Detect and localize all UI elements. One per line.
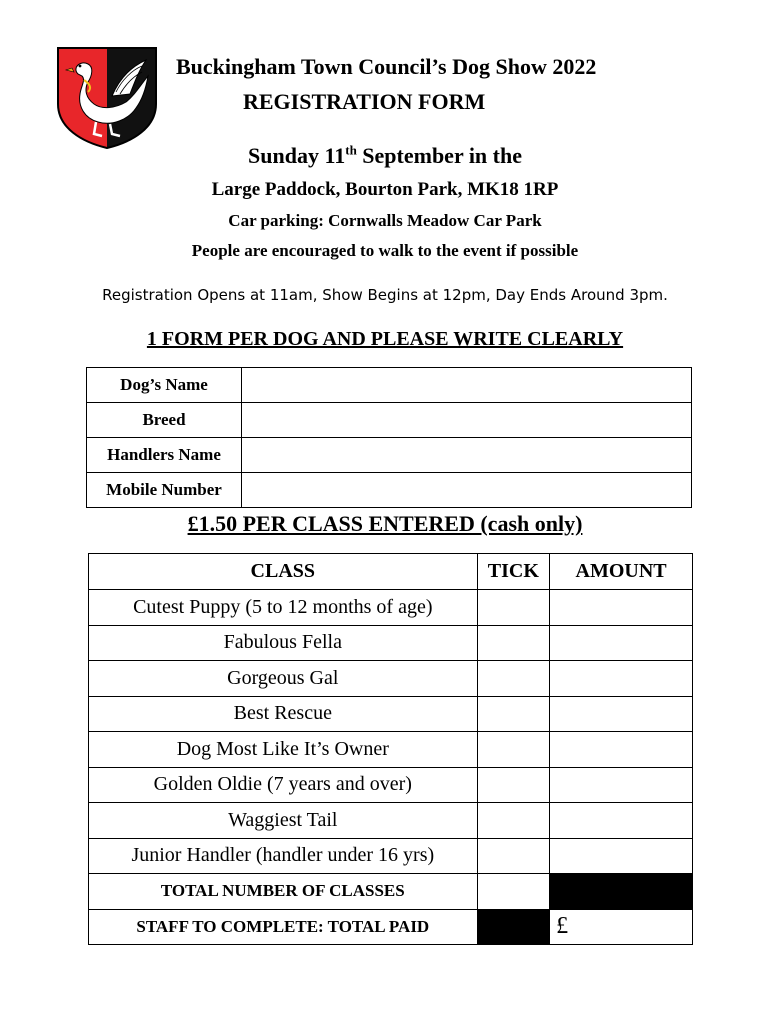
handlers-name-label: Handlers Name (87, 438, 242, 473)
table-row (89, 590, 693, 626)
class-name: Cutest Puppy (5 to 12 months of age) (89, 590, 478, 626)
parking-info: Car parking: Cornwalls Meadow Car Park (228, 211, 542, 230)
form-instruction: 1 FORM PER DOG AND PLEASE WRITE CLEARLY (146, 328, 624, 350)
price-notice: £1.50 PER CLASS ENTERED (cash only) (187, 511, 583, 536)
table-row (89, 838, 693, 874)
class-header: CLASS (89, 554, 478, 590)
dogs-name-label: Dog’s Name (87, 368, 242, 403)
blocked-cell (550, 874, 693, 910)
table-row (89, 803, 693, 839)
amount-cell[interactable] (550, 732, 693, 768)
tick-cell[interactable] (477, 838, 550, 874)
table-row (87, 438, 692, 473)
class-name: Best Rescue (89, 696, 478, 732)
amount-cell[interactable] (550, 590, 693, 626)
dogs-name-field[interactable] (242, 368, 692, 403)
table-row (87, 473, 692, 508)
class-name: Dog Most Like It’s Owner (89, 732, 478, 768)
event-times: Registration Opens at 11am, Show Begins at 12pm, Day Ends Around 3pm. (102, 286, 668, 304)
tick-cell[interactable] (477, 661, 550, 697)
amount-cell[interactable] (550, 625, 693, 661)
classes-table (88, 553, 693, 945)
table-header-row (89, 554, 693, 590)
dog-details-table (86, 367, 692, 508)
amount-cell[interactable] (550, 696, 693, 732)
tick-header: TICK (477, 554, 550, 590)
total-classes-label: TOTAL NUMBER OF CLASSES (89, 874, 478, 910)
total-paid-row (89, 909, 693, 945)
class-name: Golden Oldie (7 years and over) (89, 767, 478, 803)
table-row (89, 767, 693, 803)
table-row (87, 368, 692, 403)
event-venue: Large Paddock, Bourton Park, MK18 1RP (211, 179, 559, 200)
form-title: Buckingham Town Council’s Dog Show 2022 (176, 54, 597, 79)
table-row (89, 732, 693, 768)
breed-label: Breed (87, 403, 242, 438)
breed-field[interactable] (242, 403, 692, 438)
amount-cell[interactable] (550, 767, 693, 803)
tick-cell[interactable] (477, 625, 550, 661)
swan-shield-crest-icon (56, 46, 158, 150)
staff-total-paid-label: STAFF TO COMPLETE: TOTAL PAID (89, 909, 478, 945)
blocked-cell (477, 909, 550, 945)
table-row (89, 661, 693, 697)
total-paid-field[interactable]: £ (550, 909, 693, 945)
walk-encouragement: People are encouraged to walk to the event if possible (191, 241, 579, 260)
tick-cell[interactable] (477, 732, 550, 768)
mobile-number-label: Mobile Number (87, 473, 242, 508)
handlers-name-field[interactable] (242, 438, 692, 473)
class-name: Fabulous Fella (89, 625, 478, 661)
tick-cell[interactable] (477, 767, 550, 803)
class-name: Gorgeous Gal (89, 661, 478, 697)
event-date: Sunday 11th September in the (248, 142, 522, 168)
form-subtitle: REGISTRATION FORM (243, 89, 486, 114)
total-classes-row (89, 874, 693, 910)
table-row (87, 403, 692, 438)
table-row (89, 696, 693, 732)
tick-cell[interactable] (477, 803, 550, 839)
total-classes-field[interactable] (477, 874, 550, 910)
amount-cell[interactable] (550, 661, 693, 697)
amount-cell[interactable] (550, 803, 693, 839)
amount-cell[interactable] (550, 838, 693, 874)
tick-cell[interactable] (477, 590, 550, 626)
mobile-number-field[interactable] (242, 473, 692, 508)
tick-cell[interactable] (477, 696, 550, 732)
table-row (89, 625, 693, 661)
class-name: Junior Handler (handler under 16 yrs) (89, 838, 478, 874)
amount-header: AMOUNT (550, 554, 693, 590)
class-name: Waggiest Tail (89, 803, 478, 839)
